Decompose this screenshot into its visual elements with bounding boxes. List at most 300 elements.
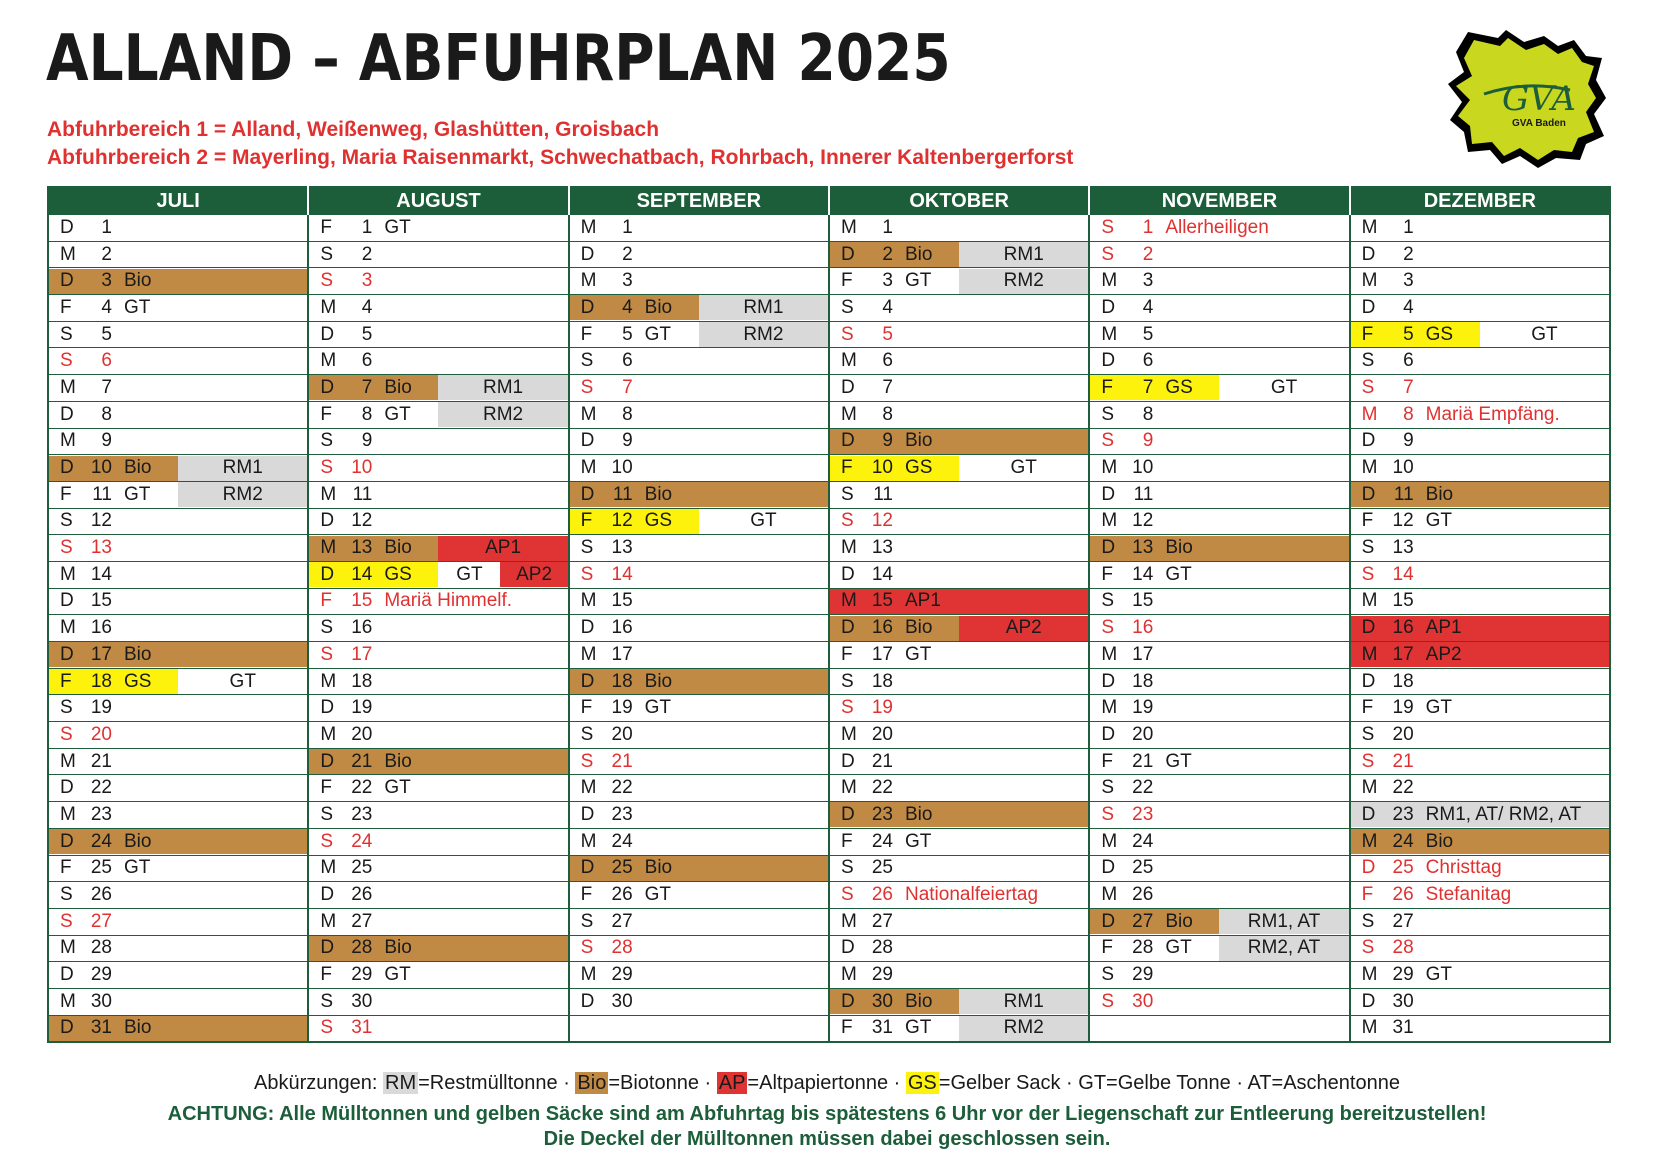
day-cell <box>569 748 829 775</box>
day-main <box>830 589 1088 614</box>
day-main <box>49 642 307 667</box>
day-cell <box>48 882 308 909</box>
day-number: 29 <box>871 964 893 986</box>
collection-label: Mariä Empfäng. <box>1425 403 1560 425</box>
weekday-label: D <box>1101 670 1116 692</box>
day-main <box>1090 269 1348 294</box>
day-cell <box>48 642 308 669</box>
weekday-label: M <box>320 910 337 932</box>
weekday-label: F <box>580 323 593 345</box>
collection-label-secondary: RM2 <box>699 322 828 347</box>
weekday-label: S <box>320 803 334 825</box>
day-number: 5 <box>622 323 633 345</box>
weekday-label: M <box>580 590 597 612</box>
weekday-label: D <box>580 296 595 318</box>
day-main <box>309 749 567 774</box>
weekday-label: M <box>60 376 76 398</box>
weekday-label: D <box>580 803 595 825</box>
weekday-label: D <box>1361 990 1376 1012</box>
day-main <box>1090 375 1219 400</box>
day-main <box>49 1016 307 1041</box>
day-main <box>1090 349 1348 374</box>
day-main <box>309 669 567 694</box>
calendar-row <box>48 722 1610 749</box>
day-cell <box>569 695 829 722</box>
collection-label: Bio <box>124 830 152 852</box>
day-number: 4 <box>1142 296 1154 318</box>
day-cell <box>308 855 568 882</box>
day-main <box>830 642 1088 667</box>
day-main <box>49 269 307 294</box>
day-number: 23 <box>1392 803 1414 825</box>
day-number: 28 <box>90 937 112 959</box>
day-number: 13 <box>90 537 112 559</box>
day-number: 21 <box>871 750 893 772</box>
weekday-label: M <box>580 457 597 479</box>
weekday-label: D <box>840 617 855 639</box>
weekday-label: D <box>580 857 595 879</box>
day-cell <box>569 908 829 935</box>
weekday-label: S <box>580 723 594 745</box>
day-number: 6 <box>361 350 373 372</box>
day-cell <box>1089 748 1349 775</box>
day-cell <box>48 935 308 962</box>
day-number: 27 <box>871 910 893 932</box>
day-main <box>1351 829 1609 854</box>
day-number: 19 <box>611 697 633 719</box>
gva-logo <box>1446 28 1608 170</box>
weekday-label: S <box>840 483 854 505</box>
day-cell <box>829 268 1089 295</box>
legend <box>0 1072 1654 1095</box>
weekday-label: M <box>60 430 76 452</box>
weekday-label: M <box>840 537 857 559</box>
day-cell <box>308 828 568 855</box>
weekday-label: M <box>320 537 337 559</box>
day-number: 11 <box>1393 483 1414 505</box>
day-main <box>1090 402 1348 427</box>
day-cell <box>1089 321 1349 348</box>
weekday-label: D <box>1361 243 1376 265</box>
collection-label: Stefanitag <box>1425 884 1512 906</box>
day-number: 6 <box>1403 350 1414 372</box>
day-number: 19 <box>90 697 112 719</box>
weekday-label: D <box>580 483 595 505</box>
day-cell <box>1350 642 1610 669</box>
collection-label: GS <box>904 457 933 479</box>
collection-label: Bio <box>124 457 152 479</box>
weekday-label: S <box>60 723 73 745</box>
collection-label-secondary: RM2 <box>959 269 1088 294</box>
day-number: 27 <box>90 910 112 932</box>
collection-label: GT <box>384 403 411 425</box>
day-number: 29 <box>611 964 633 986</box>
day-cell <box>569 401 829 428</box>
day-number: 29 <box>90 964 112 986</box>
day-main <box>570 295 699 320</box>
collection-label: GT <box>1425 510 1453 532</box>
calendar-row <box>48 481 1610 508</box>
day-cell <box>829 775 1089 802</box>
collection-label: GT <box>1165 563 1192 585</box>
calendar-row <box>48 962 1610 989</box>
day-main <box>570 642 828 667</box>
collection-label: Nationalfeiertag <box>904 884 1039 906</box>
day-main <box>1351 482 1609 507</box>
day-cell <box>48 268 308 295</box>
day-cell <box>1089 401 1349 428</box>
weekday-label: D <box>840 803 855 825</box>
day-main <box>49 616 307 641</box>
day-number: 18 <box>90 670 112 692</box>
weekday-label: S <box>1101 216 1114 238</box>
day-number: 18 <box>1132 670 1154 692</box>
weekday-label: D <box>320 510 335 532</box>
collection-label: Bio <box>1165 910 1193 932</box>
weekday-label: S <box>320 643 334 665</box>
legend-ap-text: =Altpapiertonne · <box>747 1072 906 1094</box>
day-cell <box>48 775 308 802</box>
collection-label-secondary: RM1 <box>699 295 828 320</box>
day-cell <box>48 215 308 242</box>
weekday-label: D <box>1101 296 1116 318</box>
day-cell <box>308 615 568 642</box>
day-main <box>49 776 307 801</box>
day-cell <box>48 481 308 508</box>
day-number: 17 <box>871 643 893 665</box>
day-number: 14 <box>1392 563 1414 585</box>
day-main <box>830 456 959 481</box>
day-cell <box>829 802 1089 829</box>
weekday-label: S <box>1361 910 1375 932</box>
day-cell <box>569 588 829 615</box>
day-number: 15 <box>351 590 373 612</box>
weekday-label: S <box>320 270 334 292</box>
weekday-label: M <box>580 964 597 986</box>
legend-rm-text: =Restmülltonne · <box>418 1072 576 1094</box>
day-number: 14 <box>1132 563 1154 585</box>
weekday-label: D <box>840 750 855 772</box>
day-main <box>49 295 307 320</box>
day-main <box>49 509 307 534</box>
day-main <box>49 963 307 988</box>
day-main <box>570 722 828 747</box>
day-cell <box>1089 561 1349 588</box>
weekday-label: D <box>60 216 74 238</box>
day-number: 24 <box>1392 830 1414 852</box>
day-cell <box>48 615 308 642</box>
day-cell <box>1089 241 1349 268</box>
day-number: 17 <box>611 643 633 665</box>
day-main <box>570 883 828 908</box>
weekday-label: F <box>320 590 332 612</box>
weekday-label: D <box>320 937 335 959</box>
day-cell <box>829 535 1089 562</box>
day-number: 11 <box>873 483 893 505</box>
calendar-row <box>48 401 1610 428</box>
day-main <box>49 349 307 374</box>
day-number: 19 <box>351 697 373 719</box>
collection-label: GT <box>1425 697 1453 719</box>
collection-label-secondary: RM1 <box>959 989 1088 1014</box>
day-number: 27 <box>611 910 633 932</box>
weekday-label: D <box>1101 723 1116 745</box>
collection-label-secondary: RM1 <box>959 242 1088 267</box>
day-cell <box>48 375 308 402</box>
day-cell <box>1089 455 1349 482</box>
legend-gs-swatch: GS <box>907 1072 937 1094</box>
weekday-label: F <box>60 296 72 318</box>
weekday-label: F <box>320 964 332 986</box>
weekday-label: M <box>840 964 857 986</box>
day-cell <box>308 321 568 348</box>
weekday-label: D <box>320 750 335 772</box>
day-main <box>1090 482 1348 507</box>
weekday-label: M <box>840 350 857 372</box>
day-number: 14 <box>611 563 633 585</box>
weekday-label: D <box>1361 670 1376 692</box>
weekday-label: S <box>320 243 334 265</box>
day-cell <box>48 828 308 855</box>
weekday-label: D <box>320 323 335 345</box>
day-main <box>49 722 307 747</box>
day-main <box>1351 696 1609 721</box>
day-number: 30 <box>611 990 633 1012</box>
day-cell <box>308 748 568 775</box>
day-cell <box>569 1015 829 1042</box>
day-main <box>1090 749 1348 774</box>
day-main <box>309 242 567 267</box>
day-cell <box>829 295 1089 322</box>
day-cell <box>1350 855 1610 882</box>
day-main <box>49 936 307 961</box>
weekday-label: S <box>580 937 594 959</box>
weekday-label: F <box>580 510 593 532</box>
day-cell <box>1089 855 1349 882</box>
day-cell <box>569 855 829 882</box>
weekday-label: D <box>1361 803 1376 825</box>
day-number: 5 <box>361 323 373 345</box>
day-main <box>830 722 1088 747</box>
day-number: 3 <box>1403 270 1414 292</box>
collection-label: AP1 <box>904 590 941 612</box>
weekday-label: S <box>60 537 73 559</box>
day-cell <box>829 615 1089 642</box>
day-main <box>830 989 959 1014</box>
day-number: 18 <box>611 670 633 692</box>
day-main <box>1090 829 1348 854</box>
day-number: 17 <box>351 643 373 665</box>
day-number: 3 <box>361 270 373 292</box>
day-cell <box>1089 668 1349 695</box>
collection-label: GT <box>904 270 932 292</box>
day-cell <box>1350 428 1610 455</box>
day-main <box>830 776 1088 801</box>
collection-label: GT <box>644 884 672 906</box>
day-cell <box>1089 508 1349 535</box>
day-number: 29 <box>1392 964 1414 986</box>
day-main <box>830 749 1088 774</box>
day-number: 12 <box>90 510 112 532</box>
collection-label: GT <box>904 1017 932 1039</box>
day-main <box>49 696 307 721</box>
weekday-label: M <box>1101 457 1118 479</box>
day-cell <box>48 962 308 989</box>
day-main <box>830 242 959 267</box>
day-main <box>1351 375 1609 400</box>
day-cell <box>1350 748 1610 775</box>
day-cell <box>829 828 1089 855</box>
day-number: 5 <box>1403 323 1414 345</box>
day-cell <box>569 935 829 962</box>
day-main <box>309 482 567 507</box>
calendar-row <box>48 535 1610 562</box>
day-cell <box>48 802 308 829</box>
day-main <box>49 322 307 347</box>
day-number: 22 <box>1392 777 1414 799</box>
day-number: 11 <box>1133 483 1154 505</box>
weekday-label: F <box>1101 563 1113 585</box>
day-main <box>570 963 828 988</box>
collection-label: GT <box>644 323 672 345</box>
weekday-label: D <box>1361 617 1376 639</box>
day-main <box>309 909 567 934</box>
weekday-label: S <box>1361 563 1375 585</box>
day-number: 25 <box>90 857 112 879</box>
weekday-label: M <box>1361 457 1378 479</box>
day-main <box>1351 402 1609 427</box>
day-number: 20 <box>1132 723 1154 745</box>
collection-label-secondary: RM1, AT <box>1219 909 1348 934</box>
weekday-label: D <box>1361 857 1376 879</box>
weekday-label: F <box>1361 884 1374 906</box>
day-main <box>1090 669 1348 694</box>
day-main <box>1351 242 1609 267</box>
day-main <box>830 936 1088 961</box>
weekday-label: S <box>1101 803 1114 825</box>
day-number: 16 <box>90 617 112 639</box>
calendar-row <box>48 615 1610 642</box>
day-cell <box>569 241 829 268</box>
day-number: 8 <box>882 403 893 425</box>
collection-label-secondary: GT <box>1010 457 1037 479</box>
weekday-label: S <box>580 350 594 372</box>
day-cell <box>1350 1015 1610 1042</box>
day-cell <box>308 988 568 1015</box>
day-cell <box>48 241 308 268</box>
day-cell <box>569 215 829 242</box>
day-number: 14 <box>351 563 373 585</box>
day-main <box>1351 963 1609 988</box>
day-main <box>570 562 828 587</box>
day-number: 13 <box>351 537 373 559</box>
weekday-label: F <box>1361 323 1374 345</box>
day-number: 26 <box>1392 884 1414 906</box>
notice-line-1: ACHTUNG: Alle Mülltonnen und gelben Säcke sind am Abfuhrtag bis spätestens 6 Uhr vor der Liegenschaft zur Entleerung bereitzustellen! <box>167 1103 1487 1125</box>
day-main <box>830 349 1088 374</box>
day-cell <box>1350 882 1610 909</box>
calendar-row <box>48 855 1610 882</box>
collection-label: Bio <box>124 1017 152 1039</box>
day-main <box>1090 456 1348 481</box>
day-main <box>309 856 567 881</box>
month-header-august: AUGUST <box>308 187 568 215</box>
day-cell <box>48 455 308 482</box>
day-cell <box>48 321 308 348</box>
day-number: 7 <box>622 376 633 398</box>
day-main <box>1090 562 1348 587</box>
day-cell <box>569 882 829 909</box>
collection-label: RM1, AT/ RM2, AT <box>1425 803 1582 825</box>
day-cell <box>1089 695 1349 722</box>
weekday-label: M <box>60 990 76 1012</box>
legend-bio-text: =Biotonne · <box>608 1072 717 1094</box>
collection-label: GT <box>384 216 411 238</box>
day-cell <box>308 908 568 935</box>
weekday-label: M <box>1101 830 1118 852</box>
day-cell <box>308 535 568 562</box>
day-main <box>1090 989 1348 1014</box>
day-main <box>1351 509 1609 534</box>
collection-label: GS <box>1165 376 1193 398</box>
weekday-label: S <box>580 910 594 932</box>
calendar-row <box>48 882 1610 909</box>
day-cell <box>48 748 308 775</box>
day-cell <box>569 535 829 562</box>
day-cell <box>569 642 829 669</box>
collection-label: Mariä Himmelf. <box>384 590 513 612</box>
day-number: 25 <box>871 857 893 879</box>
day-cell <box>308 375 568 402</box>
day-cell <box>829 215 1089 242</box>
day-main <box>309 456 567 481</box>
day-main <box>1090 856 1348 881</box>
day-main <box>1090 909 1219 934</box>
day-main <box>309 349 567 374</box>
collection-label: GT <box>384 777 411 799</box>
weekday-label: S <box>60 910 73 932</box>
day-main <box>49 909 307 934</box>
weekday-label: M <box>320 350 337 372</box>
collection-label-secondary: GT <box>750 510 777 532</box>
day-cell <box>1350 988 1610 1015</box>
day-cell <box>569 295 829 322</box>
day-number: 7 <box>1403 376 1414 398</box>
day-number: 10 <box>90 457 112 479</box>
day-cell <box>1350 535 1610 562</box>
calendar-row <box>48 1015 1610 1042</box>
day-main <box>1351 1016 1609 1041</box>
day-cell <box>1350 908 1610 935</box>
weekday-label: F <box>1361 510 1374 532</box>
day-main <box>1351 722 1609 747</box>
day-main <box>830 482 1088 507</box>
weekday-label: S <box>1101 964 1114 986</box>
day-number: 15 <box>1392 590 1414 612</box>
day-number: 21 <box>611 750 633 772</box>
day-cell <box>48 908 308 935</box>
day-main <box>570 696 828 721</box>
day-main <box>1090 616 1348 641</box>
collection-label-secondary: GT <box>1270 376 1298 398</box>
weekday-label: D <box>1361 483 1376 505</box>
weekday-label: F <box>60 670 72 692</box>
day-number: 28 <box>871 937 893 959</box>
day-cell <box>569 321 829 348</box>
collection-calendar <box>47 186 1611 1043</box>
collection-label-secondary: RM2 <box>178 482 307 507</box>
day-cell <box>1089 642 1349 669</box>
